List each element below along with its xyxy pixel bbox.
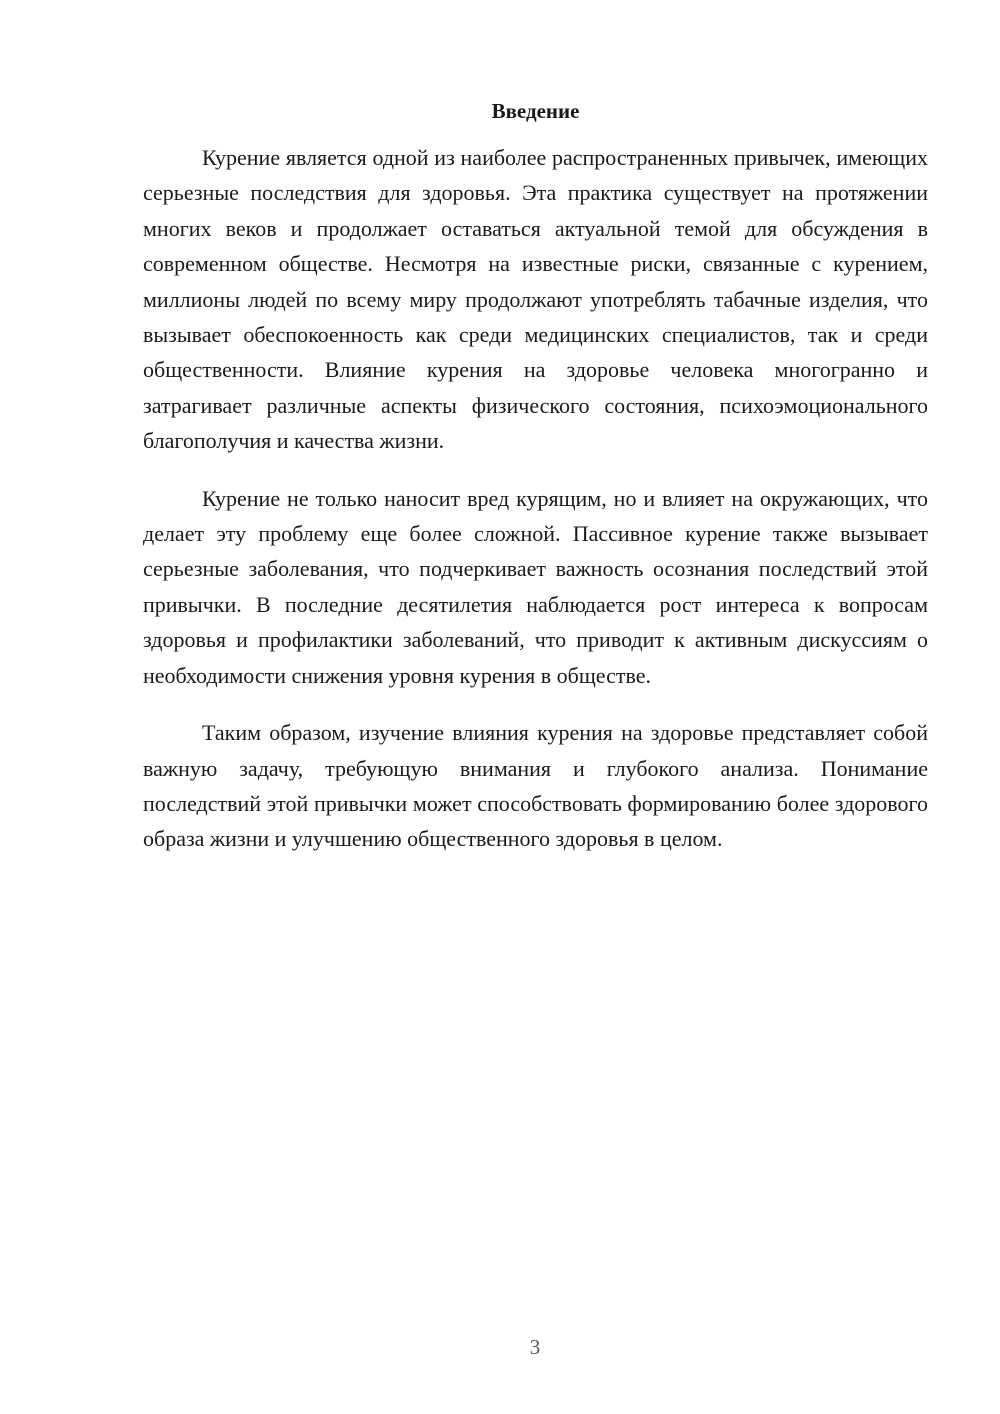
paragraph-2: Курение не только наносит вред курящим, но и влияет на окружающих, что делает эту проблему еще более сложной. Пассивное курение также вызывает серьезные заболевания, что подчеркивает важность осознания последствий этой привычки. В последние десятилетия наблюдается рост интереса к вопросам здоровья и профилактики заболеваний, что приводит к активным дискуссиям о необходимости снижения уровня курения в обществе. (143, 485, 928, 688)
paragraph-3: Таким образом, изучение влияния курения на здоровье представляет собой важную задачу, требующую внимания и глубокого анализа. Понимание последствий этой привычки может способствовать формированию более здорового образа жизни и улучшению общественного здоровья в целом. (143, 720, 928, 852)
page-number: 3 (529, 1335, 541, 1359)
section-heading: Введение (491, 99, 580, 123)
body-text (143, 140, 928, 879)
paragraph-1: Курение является одной из наиболее распространенных привычек, имеющих серьезные последствия для здоровья. Эта практика существует на протяжении многих веков и продолжает оставаться актуальной темой для обсуждения в современном обществе. Несмотря на известные риски, связанные с курением, миллионы людей по всему миру продолжают употреблять табачные изделия, что вызывает обеспокоенность как среди медицинских специалистов, так и среди общественности. Влияние курения на здоровье человека многогранно и затрагивает различные аспекты физического состояния, психоэмоционального благополучия и качества жизни. (143, 145, 928, 454)
